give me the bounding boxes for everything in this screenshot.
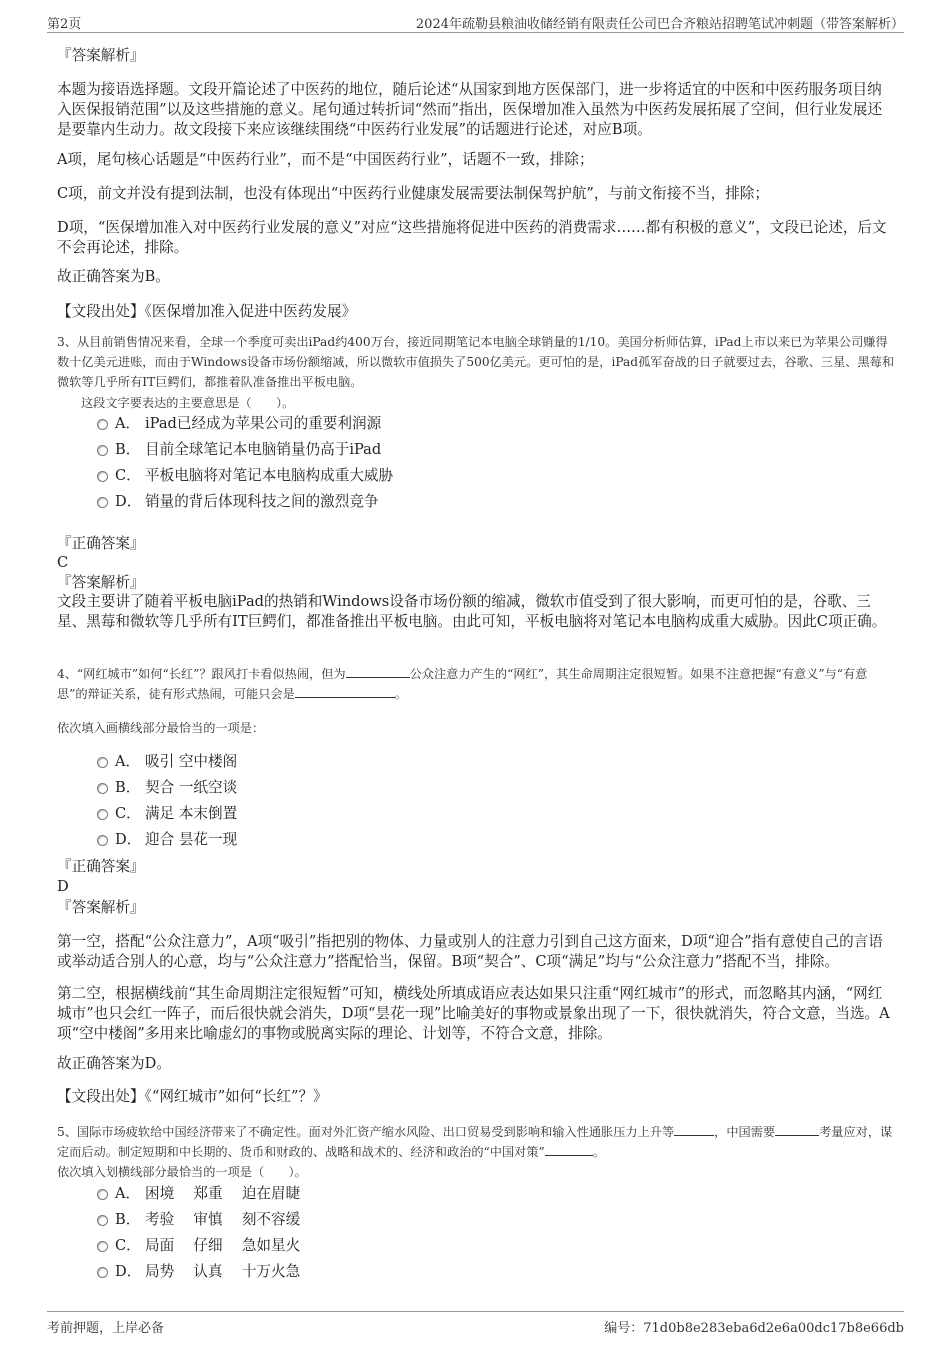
q4-analysis-paragraph-1: 第一空，搭配“公众注意力”，A项“吸引”指把别的物体、力量或别人的注意力引到自己这方面来，D项“迎合”指有意使自己的言语或举动适合别人的心意，均与“公众注意力”搭配恰当，保留。B项“契合”、C项“满足”均与“公众注意力”搭配不当，排除。 xyxy=(57,933,883,970)
radio-icon[interactable] xyxy=(97,1189,108,1200)
q2-source: 【文段出处】《医保增加准入促进中医药发展》 xyxy=(57,303,357,320)
document-title: 2024年疏勒县粮油收储经销有限责任公司巴合齐粮站招聘笔试冲刺题（带答案解析） xyxy=(415,17,904,32)
q2-analysis-option-c: C项，前文并没有提到法制，也没有体现出“中医药行业健康发展需要法制保驾护航”，与前文衔接不当，排除； xyxy=(57,185,769,202)
q5-stem: 5、国际市场疲软给中国经济带来了不确定性。面对外汇资产缩水风险、出口贸易受到影响和输入性通胀压力上升等 ，中国需要 考量应对，谋定而后动。制定短期和中长期的、货币和财政的、战略和战术的、经济和政治的“中国对策” 。 xyxy=(57,1125,893,1159)
q3-question: 这段文字要表达的主要意思是（ ）。 xyxy=(81,396,295,410)
q4-stem: 4、“网红城市”如何“长红”？跟风打卡看似热闹，但为 公众注意力产生的“网红”，其生命周期注定很短暂。如果不注意把握“有意义”与“有意思”的辩证关系，徒有形式热闹，可能只会是 。 xyxy=(57,667,868,701)
radio-icon[interactable] xyxy=(97,1241,108,1252)
page-number: 第2页 xyxy=(47,17,82,32)
q3-stem: 3、从目前销售情况来看，全球一个季度可卖出iPad约400万台，接近同期笔记本电脑全球销量的1/10。美国分析师估算，iPad上市以来已为苹果公司赚得数十亿美元进账，而由于Windows设备市场份额缩减，所以微软市值损失了500亿美元。更可怕的是，iPad孤军奋战的日子就要过去，谷歌、三星、黑莓和微软等几乎所有IT巨鳄们，都推着队准备推出平板电脑。 xyxy=(57,335,895,389)
radio-icon[interactable] xyxy=(97,419,108,430)
q3-answer: C xyxy=(57,554,69,571)
blank-line xyxy=(775,1123,819,1136)
q4-answer-label: 『正确答案』 xyxy=(57,858,145,875)
q4-analysis-paragraph-2: 第二空，根据横线前“其生命周期注定很短暂”可知，横线处所填成语应表达如果只注重“网红城市”的形式，而忽略其内涵，“网红城市”也只会红一阵子，而后很快就会消失，D项“昙花一现”比喻美好的事物或景象出现了一下，很快就消失，符合文意，当选。A项“空中楼阁”多用来比喻虚幻的事物或脱离实际的理论、计划等，不符合文意，排除。 xyxy=(57,985,890,1042)
blank-line xyxy=(346,665,410,678)
q4-source: 【文段出处】《“网红城市”如何“长红”？》 xyxy=(57,1088,328,1105)
page-header xyxy=(47,10,904,33)
radio-icon[interactable] xyxy=(97,445,108,456)
q3-analysis: 文段主要讲了随着平板电脑iPad的热销和Windows设备市场份额的缩减，微软市值受到了很大影响，而更可怕的是，谷歌、三星、黑莓和微软等几乎所有IT巨鳄们，都准备推出平板电脑。由此可知，平板电脑将对笔记本电脑构成重大威胁。因此C项正确。 xyxy=(57,593,887,630)
page-footer xyxy=(47,1311,904,1338)
q3-analysis-label: 『答案解析』 xyxy=(57,574,145,591)
q2-analysis-paragraph: 本题为接语选择题。文段开篇论述了中医药的地位，随后论述“从国家到地方医保部门，进一步将适宜的中医和中医药服务项目纳入医保报销范围”以及这些措施的意义。尾句通过转折词“然而”指出，医保增加准入虽然为中医药发展拓展了空间，但行业发展还是要靠内生动力。故文段接下来应该继续围绕“中医药行业发展”的话题进行论述，对应B项。 xyxy=(57,81,883,138)
radio-icon[interactable] xyxy=(97,471,108,482)
q2-conclusion: 故正确答案为B。 xyxy=(57,268,170,285)
q4-question: 依次填入画横线部分最恰当的一项是： xyxy=(57,721,265,735)
blank-line xyxy=(545,1143,593,1156)
footer-slogan: 考前押题，上岸必备 xyxy=(47,1321,165,1336)
q2-analysis-option-d: D项，“医保增加准入对中医药行业发展的意义”对应“这些措施将促进中医药的消费需求……都有积极的意义”，文段已论述，后文不会再论述，排除。 xyxy=(57,219,887,256)
q2-analysis-option-a: A项，尾句核心话题是“中医药行业”，而不是“中国医药行业”，话题不一致，排除； xyxy=(57,151,594,168)
blank-line xyxy=(674,1123,714,1136)
q4-conclusion: 故正确答案为D。 xyxy=(57,1055,171,1072)
radio-icon[interactable] xyxy=(97,783,108,794)
radio-icon[interactable] xyxy=(97,497,108,508)
radio-icon[interactable] xyxy=(97,809,108,820)
q4-analysis-label: 『答案解析』 xyxy=(57,899,145,916)
q4-answer: D xyxy=(57,878,69,895)
document-code: 编号：71d0b8e283eba6d2e6a00dc17b8e66db xyxy=(604,1321,904,1336)
q5-question: 依次填入划横线部分最恰当的一项是（ ）。 xyxy=(57,1165,307,1179)
q3-answer-label: 『正确答案』 xyxy=(57,535,145,552)
radio-icon[interactable] xyxy=(97,835,108,846)
q2-analysis-label: 『答案解析』 xyxy=(57,47,145,64)
radio-icon[interactable] xyxy=(97,1267,108,1278)
blank-line xyxy=(295,685,395,698)
radio-icon[interactable] xyxy=(97,1215,108,1226)
radio-icon[interactable] xyxy=(97,757,108,768)
